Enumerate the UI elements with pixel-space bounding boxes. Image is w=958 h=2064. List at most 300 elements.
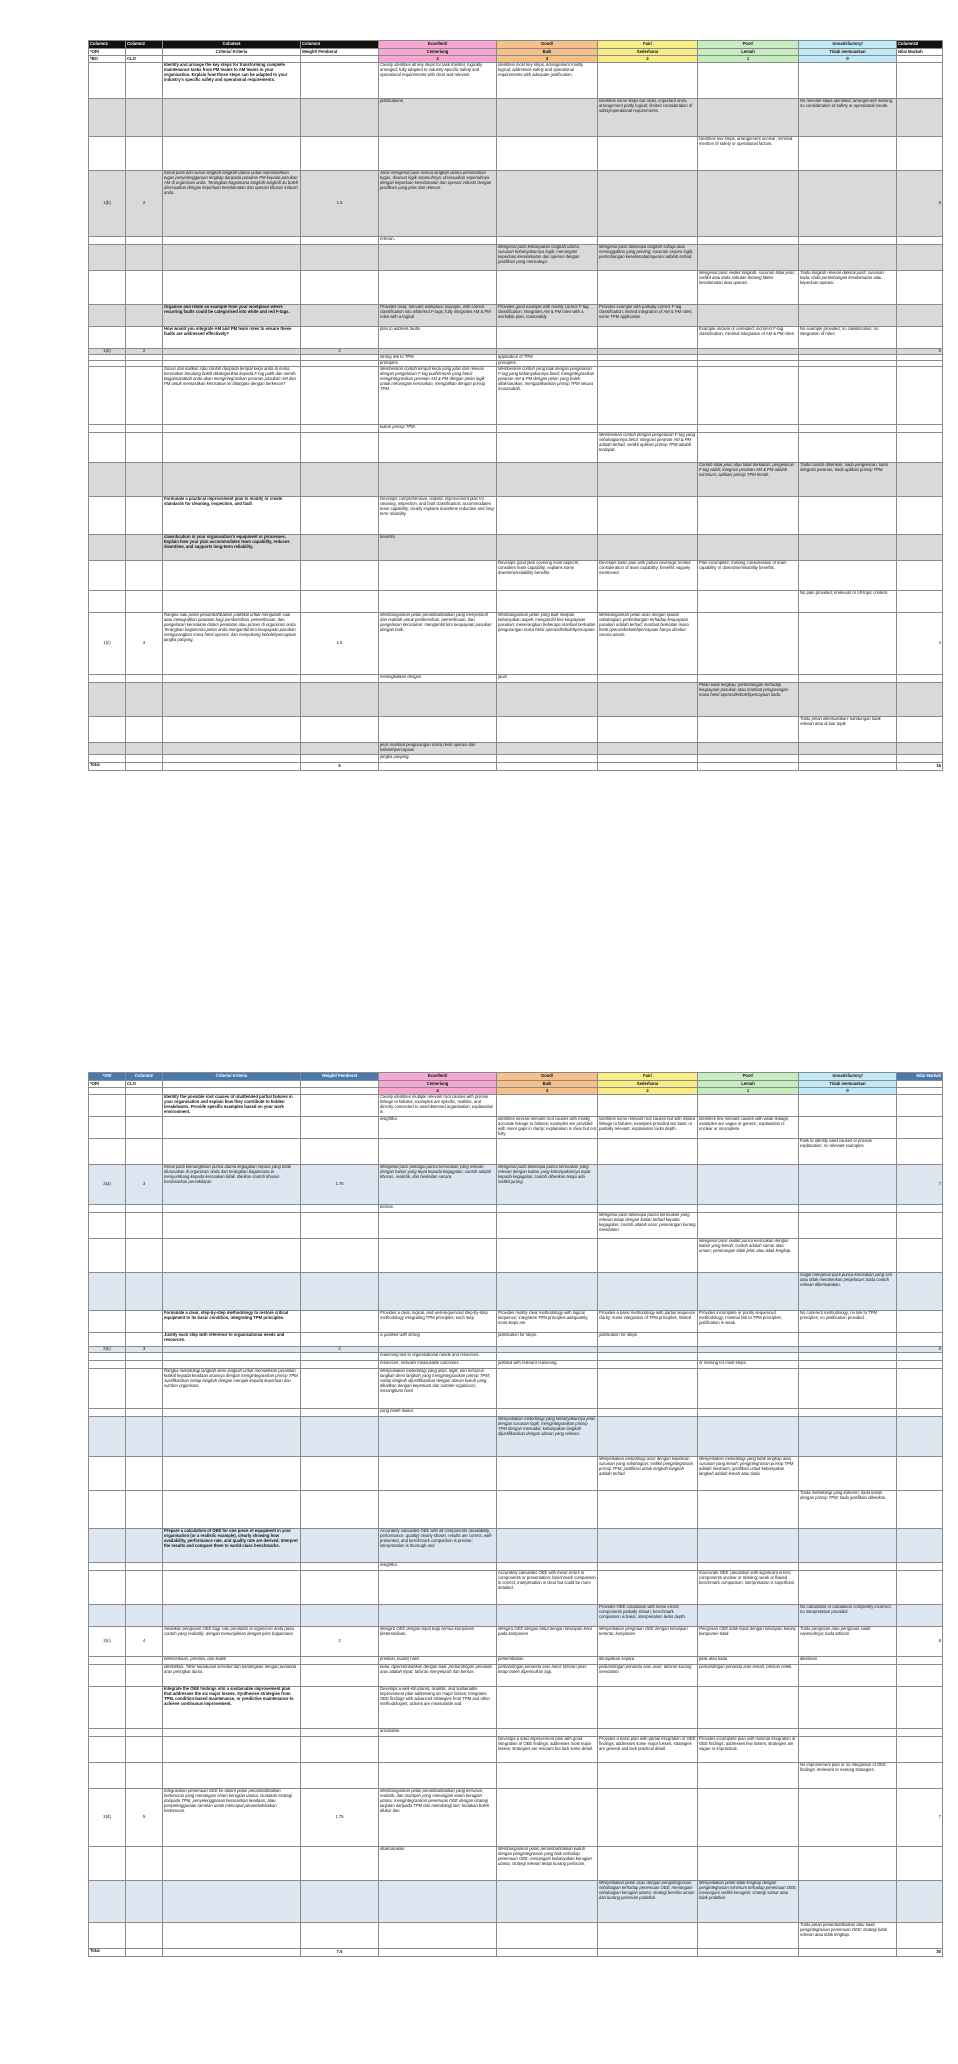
poor-descriptor[interactable] (698, 1333, 799, 1347)
clo-cell[interactable] (126, 1529, 163, 1563)
poor-descriptor[interactable] (698, 1273, 799, 1311)
poor-descriptor[interactable]: Mengenal pasti sedikit punca kerosakan dengan kaitan yang lemah; contoh adalah samar atau umum; penerangan tidak jelas atau tidak lengkap. (698, 1239, 799, 1273)
marks-cell[interactable] (897, 717, 943, 743)
excellent-descriptor[interactable] (379, 683, 497, 717)
question-no-cell[interactable] (89, 1213, 126, 1239)
criteria-cell[interactable] (163, 1847, 301, 1881)
excellent-descriptor[interactable]: principles. (379, 361, 497, 367)
clo-cell[interactable]: 4 (126, 1627, 163, 1657)
criteria-cell[interactable]: Integrasikan penemuan OEE ke dalam pelan penambahbaikan berterusan yang menangani enam kerugian utama. Gunakan strategi daripada TPM, penyelenggaraan berasaskan keadaan, atau penyelenggaraan ramalan untuk mencapai penambahbaikan berterusan. (163, 1789, 301, 1847)
clo-cell[interactable]: 2 (126, 349, 163, 355)
fair-descriptor[interactable] (598, 1165, 698, 1205)
column-header-excellent[interactable]: Excellent/ (379, 1073, 497, 1081)
question-no-cell[interactable]: 2(a) (89, 1165, 126, 1205)
good-descriptor[interactable]: Mengira OEE dengan betul dengan kesilapan kecil pada komponen (497, 1627, 598, 1657)
marks-cell[interactable] (897, 327, 943, 349)
weight-cell[interactable] (301, 1333, 379, 1347)
subheader-cell[interactable]: Criteria/ Kriteria (163, 49, 301, 56)
unsatisfactory-descriptor[interactable] (799, 245, 897, 271)
clo-cell[interactable] (126, 561, 163, 591)
weight-cell[interactable]: 1.75 (301, 1165, 379, 1205)
weight-cell[interactable] (301, 1737, 379, 1763)
poor-descriptor[interactable]: Menyediakan pelan tidak lengkap dengan pengintegrasian minimum terhadap penemuan OEE; menangani sedikit kerugian; strategi samar atau tidak praktikal. (698, 1881, 799, 1923)
question-no-cell[interactable] (89, 305, 126, 327)
poor-descriptor[interactable] (698, 1763, 799, 1789)
marks-cell[interactable] (897, 755, 943, 763)
weight-cell[interactable] (301, 1311, 379, 1333)
clo-cell[interactable] (126, 1923, 163, 1949)
weight-cell[interactable]: 1.75 (301, 1789, 379, 1847)
good-descriptor[interactable] (497, 1095, 598, 1117)
marks-cell[interactable] (897, 1361, 943, 1369)
criteria-cell[interactable] (163, 717, 301, 743)
total-cell[interactable] (163, 763, 301, 771)
poor-descriptor[interactable] (698, 1563, 799, 1571)
subheader-cell[interactable]: Nilai Markah (897, 49, 943, 56)
criteria-cell[interactable]: Prepare a calculation of OEE for one piece of equipment in your organisation (or a realistic example), clearly showing how availability, performance rate, and quality rate are derived. Interpret the results and compare them to world-class benchmarks. (163, 1529, 301, 1563)
excellent-descriptor[interactable] (379, 1457, 497, 1491)
marks-cell[interactable] (897, 245, 943, 271)
question-no-cell[interactable] (89, 1457, 126, 1491)
unsatisfactory-descriptor[interactable]: No improvement plan or no integration of OEE findings; irrelevant or missing strategies. (799, 1763, 897, 1789)
weight-cell[interactable] (301, 591, 379, 613)
excellent-descriptor[interactable] (379, 591, 497, 613)
weight-cell[interactable] (301, 1491, 379, 1529)
total-weight[interactable]: 5 (301, 763, 379, 771)
unsatisfactory-descriptor[interactable] (799, 755, 897, 763)
column-header-good[interactable]: Good/ (497, 41, 598, 49)
subheader-cell[interactable] (163, 56, 301, 63)
poor-descriptor[interactable]: Pelan tidak lengkap; pertimbangan terhadap keupayaan pasukan atau manfaat pengurangan masa henti operasi/kebolehpercayaan tiada. (698, 683, 799, 717)
poor-descriptor[interactable] (698, 1605, 799, 1627)
question-no-cell[interactable] (89, 1665, 126, 1687)
unsatisfactory-descriptor[interactable]: Tiada pelan penambahbaikan atau tiada pengintegrasian penemuan OEE; strategi tidak relevan atau tidak lengkap. (799, 1923, 897, 1949)
poor-descriptor[interactable] (698, 1417, 799, 1457)
column-header[interactable]: Column1 (89, 41, 126, 49)
fair-descriptor[interactable]: Mengenal pasti beberapa punca kerosakan yang relevan tetapi dengan kaitan terhad kepada kegagalan; contoh adalah asas; penerangan kurang mendalam. (598, 1213, 698, 1239)
unsatisfactory-descriptor[interactable] (799, 1529, 897, 1563)
question-no-cell[interactable] (89, 1311, 126, 1333)
column-header-poor[interactable]: Poor/ (698, 41, 799, 49)
question-no-cell[interactable] (89, 497, 126, 535)
good-descriptor[interactable] (497, 237, 598, 245)
good-descriptor[interactable]: Develops good plan covering most aspects; considers team capability; explains some downtime/reliability benefits. (497, 561, 598, 591)
marks-cell[interactable] (897, 1369, 943, 1409)
clo-cell[interactable] (126, 1729, 163, 1737)
question-no-cell[interactable] (89, 463, 126, 497)
criteria-cell[interactable] (163, 271, 301, 305)
excellent-descriptor[interactable]: relevan. (379, 237, 497, 245)
weight-cell[interactable] (301, 1369, 379, 1409)
criteria-cell[interactable]: Integrate the OEE findings into a sustainable improvement plan that addresses the six major losses. Synthesise strategies from TPM, condition-based maintenance, or predictive maintenance to achieve continuous improvement. (163, 1687, 301, 1729)
unsatisfactory-descriptor[interactable] (799, 1369, 897, 1409)
marks-cell[interactable] (897, 561, 943, 591)
excellent-descriptor[interactable]: is justified with strong (379, 1333, 497, 1347)
fair-descriptor[interactable] (598, 425, 698, 433)
excellent-descriptor[interactable]: insightful. (379, 1563, 497, 1571)
marks-cell[interactable] (897, 1213, 943, 1239)
clo-cell[interactable] (126, 63, 163, 99)
clo-cell[interactable] (126, 99, 163, 137)
unsatisfactory-descriptor[interactable] (799, 1353, 897, 1361)
fair-descriptor[interactable] (598, 591, 698, 613)
criteria-cell[interactable] (163, 591, 301, 613)
criteria-cell[interactable] (163, 425, 301, 433)
good-descriptor[interactable] (497, 1213, 598, 1239)
column-header-unsatisfactory[interactable]: Unsatisfactory/ (799, 41, 897, 49)
criteria-cell[interactable] (163, 1205, 301, 1213)
fair-descriptor[interactable] (598, 497, 698, 535)
poor-descriptor[interactable] (698, 63, 799, 99)
good-descriptor[interactable] (497, 1273, 598, 1311)
weight-cell[interactable] (301, 1417, 379, 1457)
good-descriptor[interactable]: perbandingan penanda aras betul; tafsiran jelas tetapi boleh diperincikan lagi. (497, 1665, 598, 1687)
question-no-cell[interactable] (89, 367, 126, 425)
poor-descriptor[interactable] (698, 1687, 799, 1729)
poor-descriptor[interactable]: Identifies few relevant causes with weak linkage; examples are vague or generic; explanation is unclear or incomplete. (698, 1117, 799, 1139)
poor-descriptor[interactable] (698, 675, 799, 683)
excellent-descriptor[interactable] (379, 1417, 497, 1457)
marks-cell[interactable] (897, 305, 943, 327)
unsatisfactory-descriptor[interactable] (799, 1571, 897, 1605)
marks-cell[interactable] (897, 1665, 943, 1687)
excellent-descriptor[interactable]: Clearly identifies all key steps for task transfer, logically arranged; fully adapted to industry-specific safety and operational requirements with clear and relevant (379, 63, 497, 99)
good-descriptor[interactable] (497, 1205, 598, 1213)
good-descriptor[interactable] (497, 137, 598, 171)
marks-cell[interactable] (897, 1605, 943, 1627)
excellent-descriptor[interactable] (379, 433, 497, 463)
question-no-cell[interactable] (89, 1205, 126, 1213)
weight-cell[interactable] (301, 1239, 379, 1273)
fair-descriptor[interactable] (598, 63, 698, 99)
question-no-cell[interactable] (89, 717, 126, 743)
poor-descriptor[interactable]: Menyediakan metodologi yang tidak lengkap atau susunan yang lemah; pengintegrasian prinsip TPM adalah minimum; justifikasi untuk kebanyakan langkah adalah lemah atau tiada. (698, 1457, 799, 1491)
marks-cell[interactable] (897, 1657, 943, 1665)
question-no-cell[interactable] (89, 245, 126, 271)
subheader-cell[interactable] (301, 1088, 379, 1095)
subheader-poor[interactable]: Lemah (698, 49, 799, 56)
marks-cell[interactable] (897, 433, 943, 463)
unsatisfactory-descriptor[interactable] (799, 425, 897, 433)
clo-cell[interactable] (126, 271, 163, 305)
weight-cell[interactable] (301, 63, 379, 99)
unsatisfactory-descriptor[interactable]: No example provided; no classification; no integration of roles. (799, 327, 897, 349)
column-header[interactable]: Criteria/ Kriteria (163, 1073, 301, 1081)
good-descriptor[interactable]: Develops a solid improvement plan with good integration of OEE findings; addresses most major losses; strategies are relevant but lack some detail. (497, 1737, 598, 1763)
weight-cell[interactable]: 1.5 (301, 613, 379, 675)
subheader-cell[interactable] (126, 1088, 163, 1095)
weight-cell[interactable]: 2 (301, 349, 379, 355)
weight-cell[interactable] (301, 1923, 379, 1949)
criteria-cell[interactable] (163, 1213, 301, 1239)
criteria-cell[interactable] (163, 683, 301, 717)
question-no-cell[interactable] (89, 1657, 126, 1665)
weight-cell[interactable]: 2 (301, 1627, 379, 1657)
criteria-cell[interactable] (163, 755, 301, 763)
criteria-cell[interactable]: Justify each step with reference to organisational needs and resources. (163, 1333, 301, 1347)
clo-cell[interactable] (126, 245, 163, 271)
subheader-cell[interactable] (126, 49, 163, 56)
weight-cell[interactable] (301, 1457, 379, 1491)
unsatisfactory-descriptor[interactable] (799, 1165, 897, 1205)
criteria-cell[interactable] (163, 1763, 301, 1789)
excellent-descriptor[interactable]: Develops comprehensive, realistic improvement plan for cleaning, inspection, and fault classification; accommodates team capability; clearly explains downtime reduction and long-term reliability (379, 497, 497, 535)
good-descriptor[interactable] (497, 1729, 598, 1737)
unsatisfactory-descriptor[interactable] (799, 305, 897, 327)
question-no-cell[interactable]: 2(b) (89, 1347, 126, 1353)
score-poor[interactable]: 1 (698, 1088, 799, 1095)
subheader-good[interactable]: Baik (497, 1081, 598, 1088)
weight-cell[interactable] (301, 1665, 379, 1687)
marks-cell[interactable] (897, 497, 943, 535)
clo-cell[interactable] (126, 591, 163, 613)
criteria-cell[interactable] (163, 463, 301, 497)
criteria-cell[interactable] (163, 1737, 301, 1763)
marks-cell[interactable] (897, 463, 943, 497)
poor-descriptor[interactable] (698, 1789, 799, 1847)
criteria-cell[interactable] (163, 433, 301, 463)
fair-descriptor[interactable] (598, 137, 698, 171)
weight-cell[interactable] (301, 271, 379, 305)
question-no-cell[interactable] (89, 1273, 126, 1311)
criteria-cell[interactable] (163, 137, 301, 171)
fair-descriptor[interactable]: Develops basic plan with partial coverage; limited consideration of team capability; benefits vaguely mentioned. (598, 561, 698, 591)
poor-descriptor[interactable]: Provides incomplete plan with minimal integration of OEE findings; addresses few losses; strategies are vague or impractical. (698, 1737, 799, 1763)
weight-cell[interactable] (301, 675, 379, 683)
excellent-descriptor[interactable] (379, 1239, 497, 1273)
weight-cell[interactable] (301, 1361, 379, 1369)
marks-cell[interactable]: 7 (897, 1165, 943, 1205)
excellent-descriptor[interactable] (379, 1737, 497, 1763)
poor-descriptor[interactable] (698, 1847, 799, 1881)
clo-cell[interactable]: 2 (126, 171, 163, 237)
question-no-cell[interactable] (89, 1923, 126, 1949)
fair-descriptor[interactable]: Provides OEE calculation with some errors; components partially shown; benchmark comparison is basic; interpretation lacks depth. (598, 1605, 698, 1627)
clo-cell[interactable] (126, 1361, 163, 1369)
good-descriptor[interactable] (497, 1923, 598, 1949)
good-descriptor[interactable] (497, 497, 598, 535)
unsatisfactory-descriptor[interactable] (799, 1213, 897, 1239)
clo-cell[interactable]: 3 (126, 613, 163, 675)
question-no-cell[interactable] (89, 1095, 126, 1117)
weight-cell[interactable] (301, 137, 379, 171)
weight-cell[interactable] (301, 1139, 379, 1165)
unsatisfactory-descriptor[interactable]: Tiada contoh diberikan; tiada pengelasan; tiada integrasi peranan; tiada aplikasi prinsip TPM. (799, 463, 897, 497)
question-no-cell[interactable] (89, 1563, 126, 1571)
marks-cell[interactable] (897, 1923, 943, 1949)
excellent-descriptor[interactable]: justifications. (379, 99, 497, 137)
clo-cell[interactable] (126, 683, 163, 717)
subheader-cell[interactable]: *OR/ (89, 1081, 126, 1088)
excellent-descriptor[interactable] (379, 1763, 497, 1789)
good-descriptor[interactable] (497, 99, 598, 137)
clo-cell[interactable] (126, 717, 163, 743)
total-label[interactable]: Total (89, 1949, 126, 1957)
good-descriptor[interactable]: Membangunkan pelan yang baik meliputi kebanyakan aspek; mengambil kira keupayaan pasukan; menerangkan beberapa manfaat berkaitan pengurangan masa henti operasi/kebolehpercayaan. (497, 613, 598, 675)
unsatisfactory-descriptor[interactable]: No plan provided; irrelevant or off-topic content. (799, 591, 897, 613)
fair-descriptor[interactable] (598, 171, 698, 237)
marks-cell[interactable] (897, 1417, 943, 1457)
question-no-cell[interactable] (89, 1409, 126, 1417)
marks-cell[interactable] (897, 1117, 943, 1139)
excellent-descriptor[interactable]: Mengenal pasti pelbagai punca kerosakan yang relevan dengan kaitan yang tepat kepada kegagalan; contoh adalah khusus, realistik, dan berkaitan secara (379, 1165, 497, 1205)
fair-descriptor[interactable]: Menyediakan pengiraan OEE dengan kesilapan tertentu; komponen (598, 1627, 698, 1657)
marks-cell[interactable]: 6 (897, 1627, 943, 1657)
criteria-cell[interactable] (163, 675, 301, 683)
question-no-cell[interactable] (89, 1333, 126, 1347)
excellent-descriptor[interactable]: Menyediakan metodologi yang jelas, logik, dan tersusun langkah demi langkah yang mengintegrasikan prinsip TPM; setiap langkah dijustifikasikan dengan alasan kukuh yang dikaitkan dengan keperluan dan sumber organisasi; merangkumi hasil (379, 1369, 497, 1409)
total-weight[interactable]: 7.5 (301, 1949, 379, 1957)
criteria-cell[interactable] (163, 1729, 301, 1737)
criteria-cell[interactable] (163, 1881, 301, 1923)
fair-descriptor[interactable] (598, 1417, 698, 1457)
poor-descriptor[interactable] (698, 1491, 799, 1529)
excellent-descriptor[interactable]: benefits. (379, 535, 497, 561)
good-descriptor[interactable] (497, 1881, 598, 1923)
clo-cell[interactable] (126, 1491, 163, 1529)
unsatisfactory-descriptor[interactable] (799, 1333, 897, 1347)
fair-descriptor[interactable]: Membangunkan pelan asas dengan liputan sebahagian; pertimbangan terhadap keupayaan pasukan adalah terhad; manfaat berkaitan masa henti operasi/kebolehpercayaan hanya disebut secara umum. (598, 613, 698, 675)
poor-descriptor[interactable]: jelas atau tiada (698, 1657, 799, 1665)
clo-cell[interactable] (126, 1409, 163, 1417)
clo-cell[interactable] (126, 1239, 163, 1273)
fair-descriptor[interactable] (598, 743, 698, 755)
question-no-cell[interactable] (89, 99, 126, 137)
criteria-cell[interactable] (163, 245, 301, 271)
criteria-cell[interactable] (163, 99, 301, 137)
good-descriptor[interactable]: Memberikan contoh yang baik dengan pengelasan F-tag yang kebanyakannya betul; mengintegrasikan peranan AM & PM dengan pelan yang boleh dilaksanakan, mengaplikasikan prinsip TPM secara munasabah. (497, 367, 598, 425)
column-header[interactable]: Column10 (897, 41, 943, 49)
unsatisfactory-descriptor[interactable] (799, 561, 897, 591)
column-header-good[interactable]: Good/ (497, 1073, 598, 1081)
unsatisfactory-descriptor[interactable] (799, 1737, 897, 1763)
criteria-cell[interactable] (163, 1417, 301, 1457)
fair-descriptor[interactable] (598, 1095, 698, 1117)
poor-descriptor[interactable]: perbandingan penanda aras lemah; tafsiran cetek. (698, 1665, 799, 1687)
score-excellent[interactable]: 4 (379, 56, 497, 63)
good-descriptor[interactable]: Mengenal pasti kebanyakan langkah utama, susunan kebanyakannya logik; menangani keperluan keselamatan dan operasi dengan justifikasi yang mencukupi. (497, 245, 598, 271)
criteria-cell[interactable]: Identify and arrange the key steps for transforming complete maintenance tasks from PM teams to AM teams in your organisation. Explain how those steps can be adapted to your industry's specific safety and operational requirements. (163, 63, 301, 99)
clo-cell[interactable] (126, 1737, 163, 1763)
unsatisfactory-descriptor[interactable] (799, 1665, 897, 1687)
fair-descriptor[interactable] (598, 1923, 698, 1949)
good-descriptor[interactable]: persembahan (497, 1657, 598, 1665)
fair-descriptor[interactable]: Provides a basic methodology with partial sequence clarity; some integration of TPM principles, limited (598, 1311, 698, 1333)
poor-descriptor[interactable] (698, 1369, 799, 1409)
unsatisfactory-descriptor[interactable] (799, 683, 897, 717)
clo-cell[interactable] (126, 675, 163, 683)
clo-cell[interactable] (126, 535, 163, 561)
score-good[interactable]: 3 (497, 1088, 598, 1095)
marks-cell[interactable]: 8 (897, 1347, 943, 1353)
criteria-cell[interactable]: Organise and relate an example from your workplace where recurring faults could be categorised into white and red F-tags. (163, 305, 301, 327)
good-descriptor[interactable] (497, 433, 598, 463)
weight-cell[interactable] (301, 743, 379, 755)
weight-cell[interactable] (301, 237, 379, 245)
good-descriptor[interactable]: Provides mostly clear methodology with logical sequence; integrates TPM principles adequately; most steps are (497, 1311, 598, 1333)
good-descriptor[interactable] (497, 463, 598, 497)
subheader-cell[interactable] (301, 1081, 379, 1088)
weight-cell[interactable] (301, 1847, 379, 1881)
marks-cell[interactable] (897, 271, 943, 305)
excellent-descriptor[interactable] (379, 137, 497, 171)
unsatisfactory-descriptor[interactable] (799, 1563, 897, 1571)
subheader-cell[interactable]: CLO (126, 56, 163, 63)
question-no-cell[interactable] (89, 1687, 126, 1729)
clo-cell[interactable] (126, 1311, 163, 1333)
subheader-cell[interactable] (163, 1081, 301, 1088)
criteria-cell[interactable]: Formulate a practical improvement plan to modify or create standards for cleaning, inspection, and fault (163, 497, 301, 535)
excellent-descriptor[interactable]: actionable. (379, 1729, 497, 1737)
unsatisfactory-descriptor[interactable]: No relevant steps identified; arrangement missing; no consideration of safety or operational needs. (799, 99, 897, 137)
total-cell[interactable] (497, 763, 598, 771)
question-no-cell[interactable] (89, 271, 126, 305)
question-no-cell[interactable] (89, 1529, 126, 1563)
weight-cell[interactable] (301, 1657, 379, 1665)
unsatisfactory-descriptor[interactable] (799, 613, 897, 675)
score-unsatisfactory[interactable]: 0 (799, 56, 897, 63)
subheader-excellent[interactable]: Cemerlang (379, 49, 497, 56)
fair-descriptor[interactable] (598, 1729, 698, 1737)
fair-descriptor[interactable] (598, 717, 698, 743)
excellent-descriptor[interactable]: strong link to TPM (379, 355, 497, 361)
fair-descriptor[interactable] (598, 463, 698, 497)
excellent-descriptor[interactable]: Accurately calculates OEE with all components (availability, performance, quality) clearly shown; results are correct, well-presented, and benchmark comparison is precise; interpretation is thorough and (379, 1529, 497, 1563)
poor-descriptor[interactable] (698, 305, 799, 327)
clo-cell[interactable] (126, 1353, 163, 1361)
marks-cell[interactable] (897, 1737, 943, 1763)
subheader-cell[interactable] (89, 1088, 126, 1095)
poor-descriptor[interactable] (698, 535, 799, 561)
fair-descriptor[interactable] (598, 1789, 698, 1847)
clo-cell[interactable] (126, 1095, 163, 1117)
marks-cell[interactable] (897, 1409, 943, 1417)
good-descriptor[interactable] (497, 743, 598, 755)
good-descriptor[interactable]: Provides good example with mostly correct F-tag classification; integrates AM & PM roles with a workable plan, reasonably (497, 305, 598, 327)
subheader-cell[interactable] (301, 56, 379, 63)
criteria-cell[interactable]: Identify the possible root causes of unattended partial failures in your organisation and explain how they contribute to hidden breakdowns. Provide specific examples based on your work environment. (163, 1095, 301, 1117)
weight-cell[interactable] (301, 1571, 379, 1605)
fair-descriptor[interactable] (598, 1529, 698, 1563)
question-no-cell[interactable] (89, 1139, 126, 1165)
unsatisfactory-descriptor[interactable]: Gagal mengenal pasti punca kerosakan yang sah atau tidak memberikan penjelasan; tiada contoh relevan dikemukakan. (799, 1273, 897, 1311)
criteria-cell[interactable] (163, 1117, 301, 1139)
marks-cell[interactable] (897, 1311, 943, 1333)
fair-descriptor[interactable]: Mengenal pasti beberapa langkah sahaja atau meninggalkan yang penting; susunan separa logik; pertimbangan keselamatan/operasi adalah terhad. (598, 245, 698, 271)
poor-descriptor[interactable] (698, 1095, 799, 1117)
fair-descriptor[interactable] (598, 1369, 698, 1409)
clo-cell[interactable] (126, 1881, 163, 1923)
criteria-cell[interactable]: Formulate a clear, step-by-step methodology to restore critical equipment to its basic condition, integrating TPM principles. (163, 1311, 301, 1333)
unsatisfactory-descriptor[interactable]: Fails to identify valid causes or provide explanation; no relevant examples. (799, 1139, 897, 1165)
fair-descriptor[interactable] (598, 1139, 698, 1165)
unsatisfactory-descriptor[interactable] (799, 1361, 897, 1369)
clo-cell[interactable]: 5 (126, 1789, 163, 1847)
subheader-fair[interactable]: Sederhana (598, 1081, 698, 1088)
criteria-cell[interactable] (163, 1361, 301, 1369)
column-header[interactable]: Weight/ Pemberat (301, 1073, 379, 1081)
good-descriptor[interactable] (497, 1353, 598, 1361)
poor-descriptor[interactable]: Inaccurate OEE calculation with significant errors; components unclear or missing; weak or flawed benchmark comparison; interpretation is superficial. (698, 1571, 799, 1605)
question-no-cell[interactable] (89, 1571, 126, 1605)
clo-cell[interactable] (126, 433, 163, 463)
marks-cell[interactable] (897, 1273, 943, 1311)
unsatisfactory-descriptor[interactable] (799, 1117, 897, 1139)
criteria-cell[interactable]: Sediakan pengiraan OEE bagi satu peralatan di organisasi anda (atau contoh yang realistik), dengan menunjukkan dengan jelas bagaimana (163, 1627, 301, 1657)
fair-descriptor[interactable]: ditunjukkan separa (598, 1657, 698, 1665)
excellent-descriptor[interactable] (379, 245, 497, 271)
fair-descriptor[interactable] (598, 1273, 698, 1311)
